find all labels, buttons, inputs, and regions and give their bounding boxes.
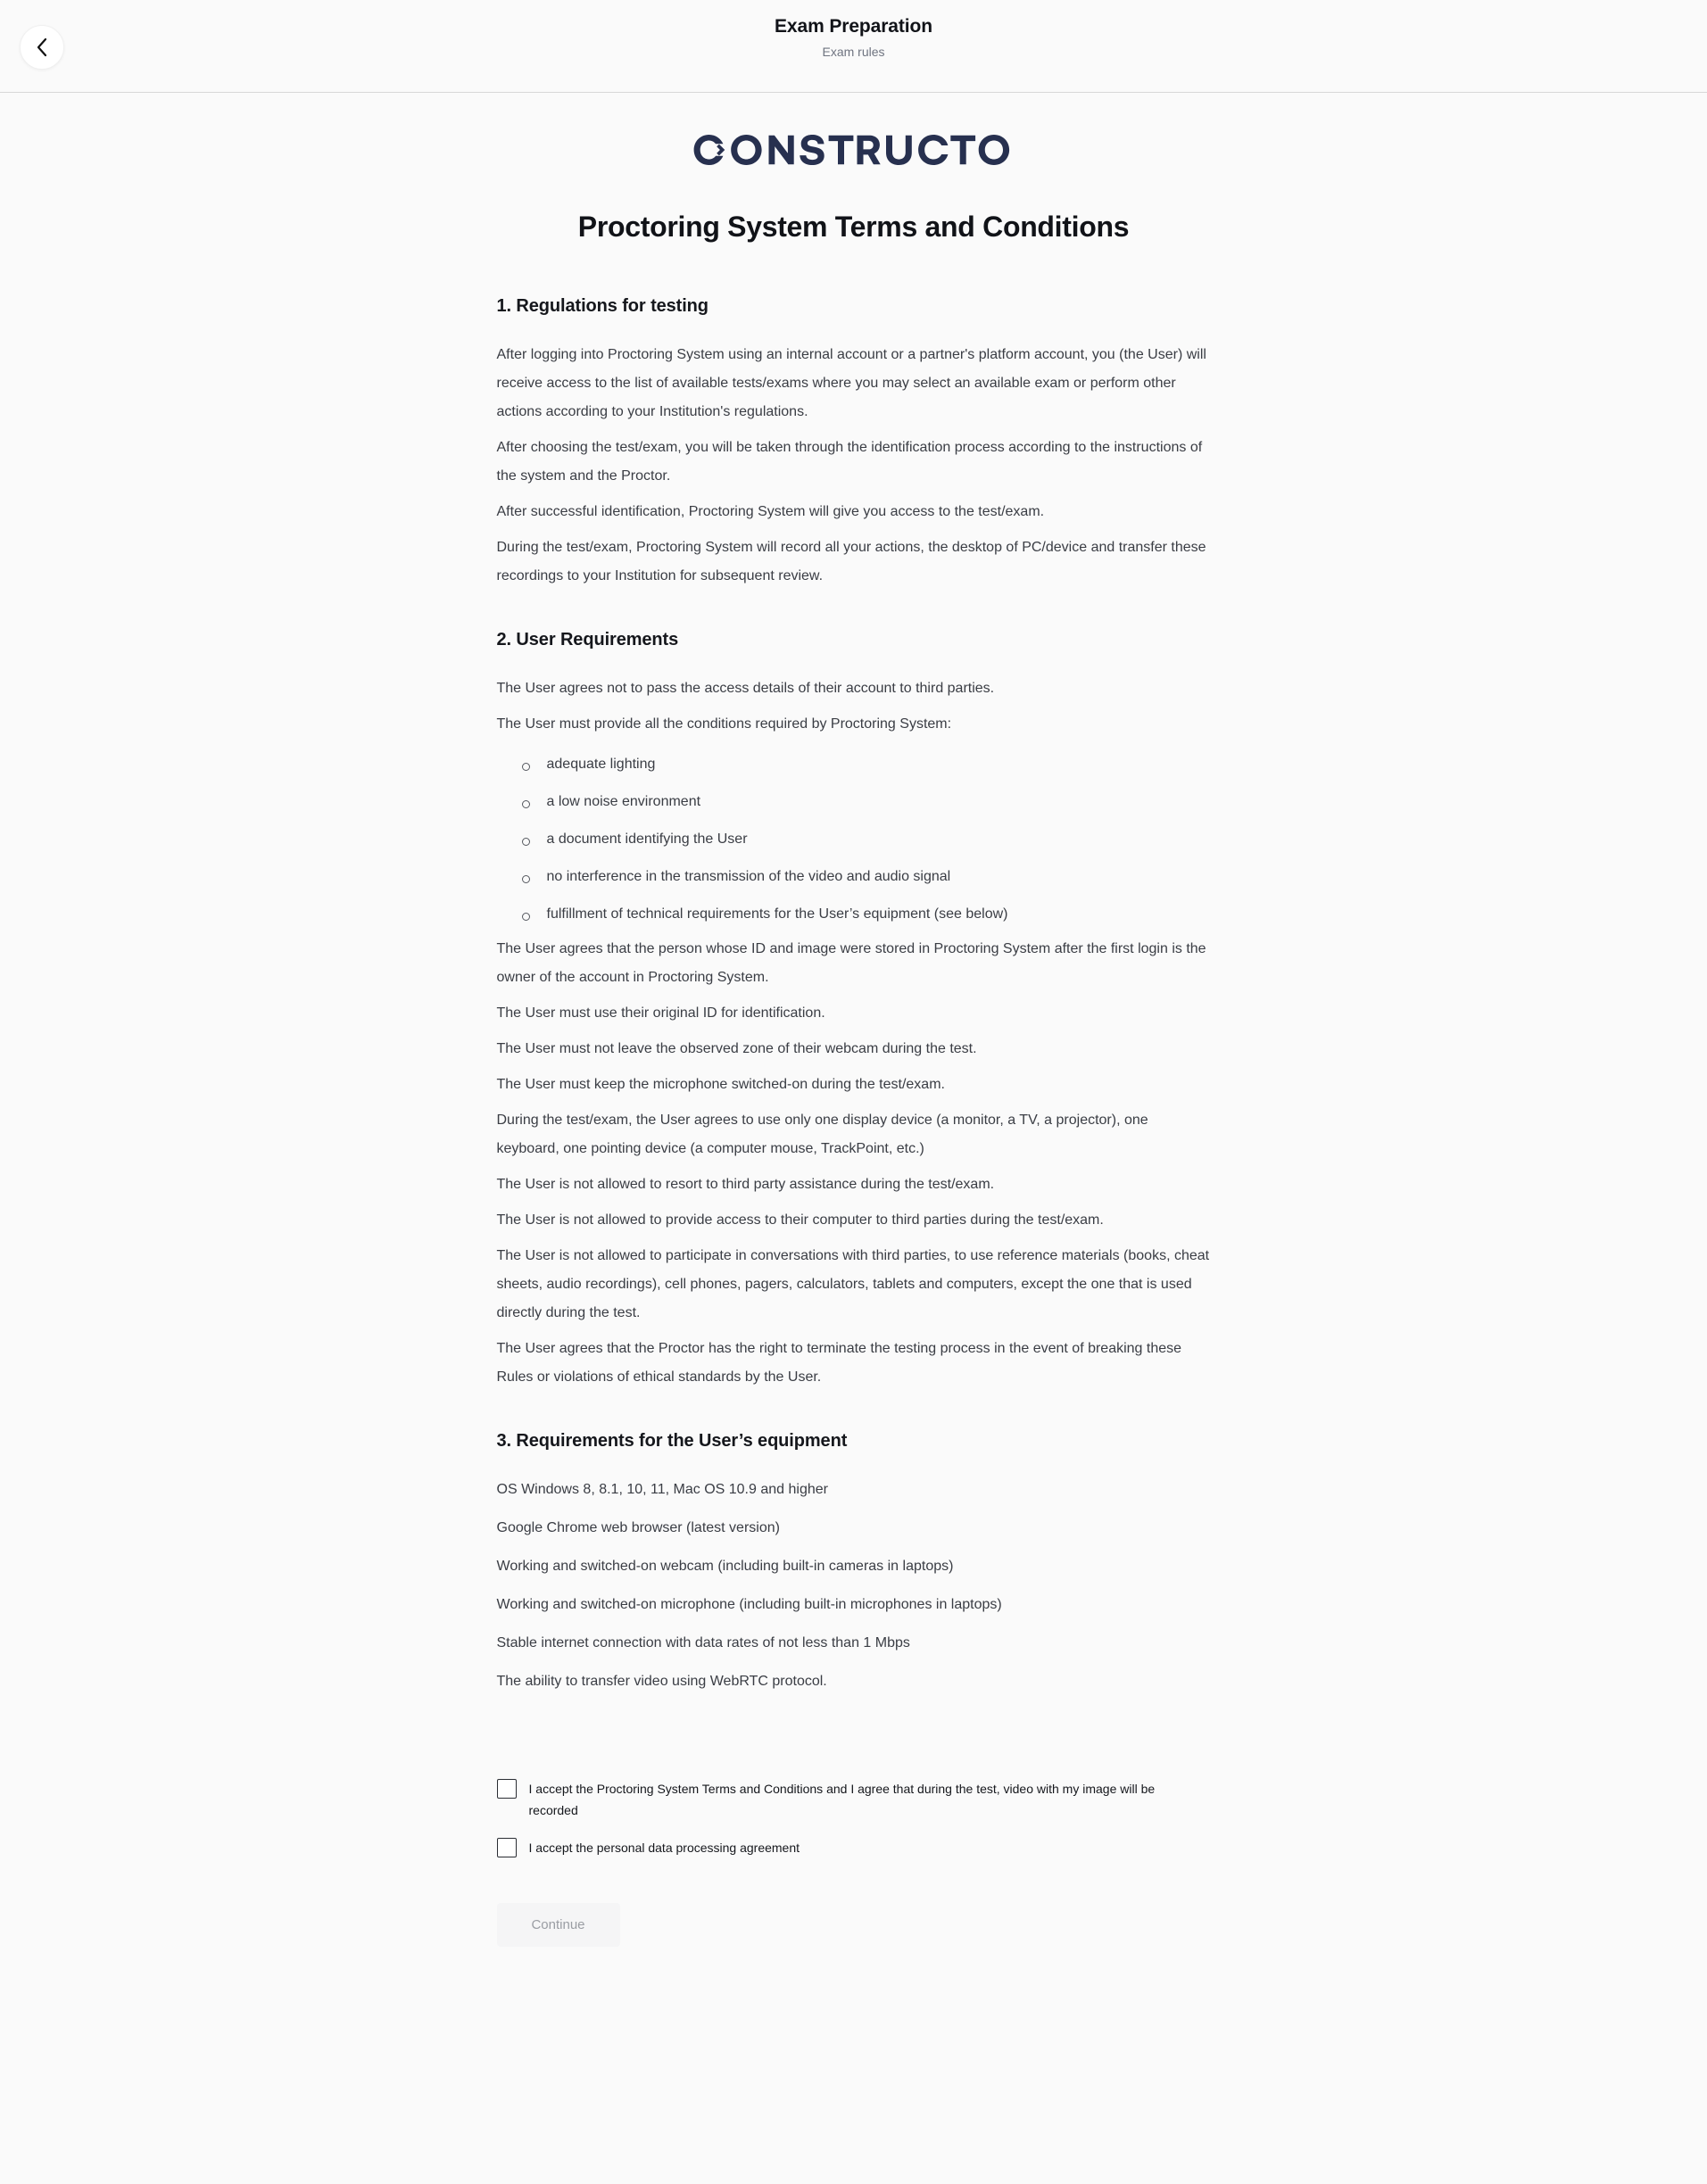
checkbox-terms-label: I accept the Proctoring System Terms and Conditions and I agree that during the test, video with my image will be recorded: [528, 1782, 1156, 1817]
list-item: a document identifying the User: [522, 821, 1211, 858]
section-heading-3: 3. Requirements for the User’s equipment: [496, 1431, 848, 1451]
acceptance-form: [497, 1778, 1211, 2009]
paragraph: After choosing the test/exam, you will be taken through the identification process according to the instructions of the system and the Proctor.: [496, 440, 1203, 484]
paragraph: The User must keep the microphone switched-on during the test/exam.: [496, 1077, 945, 1092]
paragraph: The User is not allowed to resort to third party assistance during the test/exam.: [496, 1177, 995, 1192]
paragraph: After successful identification, Proctoring System will give you access to the test/exam.: [496, 504, 1045, 519]
checkbox-terms[interactable]: [497, 1779, 517, 1799]
list-item: a low noise environment: [522, 783, 1211, 821]
continue-button[interactable]: Continue: [497, 1903, 620, 1947]
list-item: adequate lighting: [522, 746, 1211, 783]
section-heading-2: 2. User Requirements: [496, 630, 679, 649]
app-header: [0, 0, 1707, 93]
page-subtitle: Exam rules: [822, 45, 885, 59]
paragraph: Google Chrome web browser (latest version): [496, 1520, 780, 1535]
conditions-list: [497, 746, 1211, 933]
paragraph: The User agrees that the Proctor has the right to terminate the testing process in the event of breaking these Rules or violations of ethical standards by the User.: [496, 1341, 1182, 1385]
checkbox-privacy-row[interactable]: [497, 1837, 1211, 1858]
paragraph: The User must use their original ID for identification.: [496, 1005, 825, 1021]
checkbox-privacy[interactable]: [497, 1838, 517, 1857]
paragraph: The ability to transfer video using WebRTC protocol.: [496, 1674, 827, 1689]
section-equipment-requirements: [497, 1429, 1211, 1696]
constructor-logo-icon: [693, 135, 1015, 170]
paragraph: During the test/exam, Proctoring System will record all your actions, the desktop of PC/device and transfer these recordings to your Institution for subsequent review.: [496, 540, 1206, 583]
document-body: [497, 294, 1211, 2009]
paragraph: The User agrees that the person whose ID and image were stored in Proctoring System after the first login is the owner of the account in Proctoring System.: [496, 941, 1206, 985]
page-title: Exam Preparation: [775, 16, 932, 37]
page-body: [0, 93, 1707, 2009]
brand-logo: [497, 134, 1211, 170]
section-user-requirements: [497, 628, 1211, 1392]
header-titles: [0, 15, 1707, 60]
checkbox-privacy-label: I accept the personal data processing agreement: [528, 1841, 800, 1855]
list-item: fulfillment of technical requirements for the User’s equipment (see below): [522, 896, 1211, 933]
paragraph: The User is not allowed to participate in conversations with third parties, to use reference materials (books, cheat sheets, audio recordings), cell phones, pagers, calculators, tablets and computers, except the one that is used directly during the test.: [496, 1248, 1210, 1320]
paragraph: OS Windows 8, 8.1, 10, 11, Mac OS 10.9 and higher: [496, 1482, 828, 1497]
paragraph: Stable internet connection with data rates of not less than 1 Mbps: [496, 1635, 910, 1650]
paragraph: Working and switched-on microphone (including built-in microphones in laptops): [496, 1597, 1002, 1612]
content-container: [497, 134, 1211, 2009]
paragraph: The User must provide all the conditions required by Proctoring System:: [496, 716, 952, 732]
paragraph: The User agrees not to pass the access details of their account to third parties.: [496, 681, 995, 696]
section-regulations: [497, 294, 1211, 591]
checkbox-terms-row[interactable]: [497, 1778, 1211, 1821]
paragraph: The User is not allowed to provide access to their computer to third parties during the test/exam.: [496, 1212, 1104, 1228]
paragraph: After logging into Proctoring System using an internal account or a partner's platform account, you (the User) will receive access to the list of available tests/exams where you may select an available exam or perform other actions according to your Institution's regulations.: [496, 347, 1206, 419]
list-item: no interference in the transmission of the video and audio signal: [522, 858, 1211, 896]
document-title: Proctoring System Terms and Conditions: [577, 211, 1130, 243]
paragraph: Working and switched-on webcam (including built-in cameras in laptops): [496, 1559, 954, 1574]
paragraph: The User must not leave the observed zone of their webcam during the test.: [496, 1041, 977, 1056]
paragraph: During the test/exam, the User agrees to use only one display device (a monitor, a TV, a projector), one keyboard, one pointing device (a computer mouse, TrackPoint, etc.): [496, 1113, 1148, 1156]
section-heading-1: 1. Regulations for testing: [496, 296, 708, 316]
